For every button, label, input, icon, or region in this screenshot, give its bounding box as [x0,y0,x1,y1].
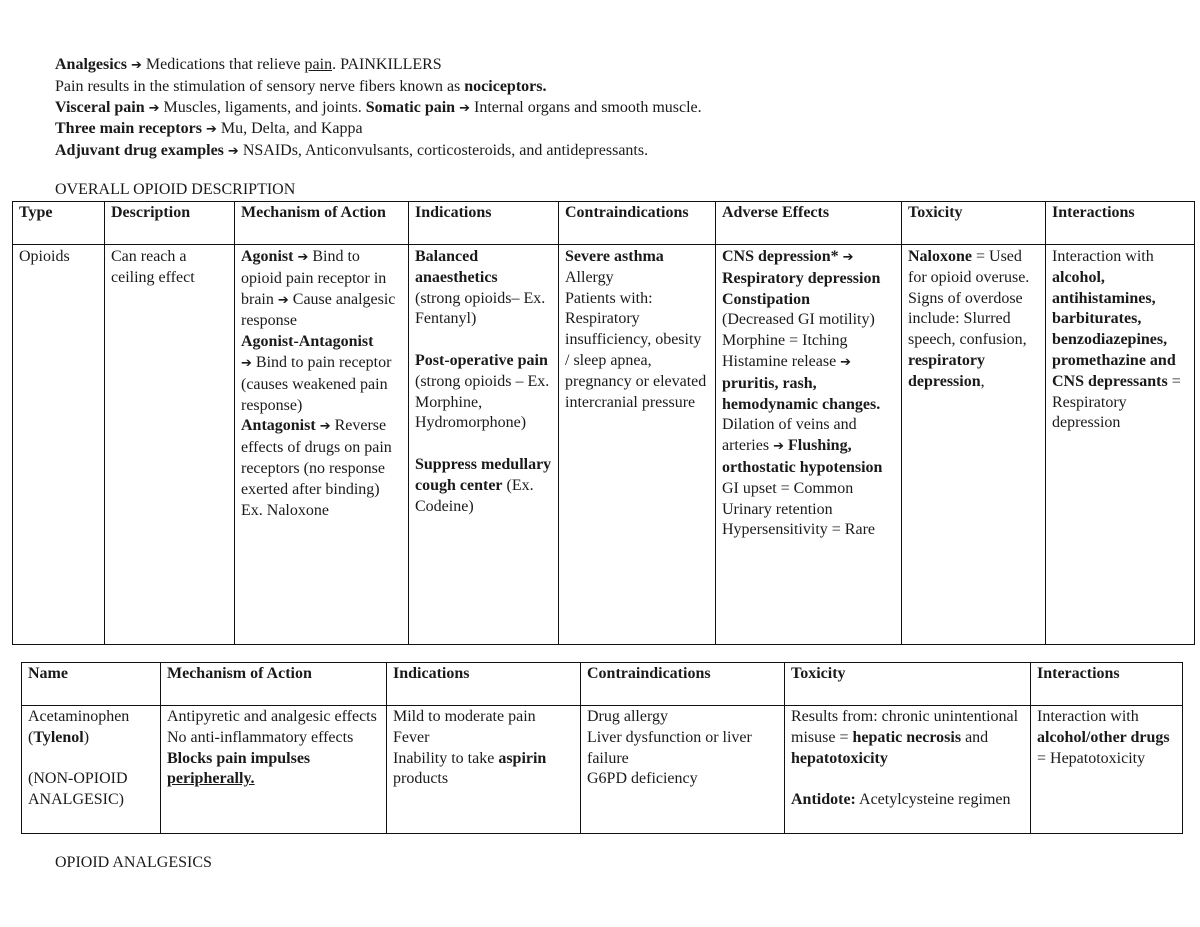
header-cell: Toxicity [902,202,1046,245]
cell-indications: Mild to moderate pain Fever Inability to take aspirin products [387,706,581,834]
arrow-icon: ➔ [842,250,854,265]
cell-adverse-effects: CNS depression* ➔ Respiratory depression Constipation (Decreased GI motility) Morphine = Itching Histamine release ➔ pruritis, rash, hemodynamic changes. Dilation of veins and arteries ➔ Flushing, orthostatic hypotension GI upset = Common Urinary retention Hypersensitivity = Rare [716,245,902,645]
table-header-row [22,663,1183,706]
header-cell: Contraindications [581,663,785,706]
acetaminophen-table [21,662,1183,834]
cell-toxicity: Results from: chronic unintentional misuse = hepatic necrosis and hepatotoxicity Antidote: Acetylcysteine regimen [785,706,1031,834]
intro-notes [55,55,1155,163]
intro-line-adjuvant: Adjuvant drug examples ➔ NSAIDs, Anticonvulsants, corticosteroids, and antidepressants. [55,142,649,160]
arrow-icon: ➔ [773,439,784,455]
header-cell: Adverse Effects [716,202,902,245]
header-cell: Description [105,202,235,245]
intro-line-analgesics: Analgesics ➔ Medications that relieve pain. PAINKILLERS [55,56,442,73]
cell-mechanism: Antipyretic and analgesic effects No anti-inflammatory effects Blocks pain impulses peripherally. [161,706,387,834]
header-cell: Type [13,202,105,245]
arrow-icon: ➔ [131,58,142,73]
cell-name: Acetaminophen (Tylenol) (NON-OPIOID ANALGESIC) [22,706,161,834]
header-cell: Indications [409,202,559,245]
arrow-icon: ➔ [205,122,217,138]
header-cell: Toxicity [785,663,1031,706]
header-cell: Name [22,663,161,706]
section-title-opioid-analgesics: OPIOID ANALGESICS [55,854,212,871]
arrow-icon: ➔ [227,144,239,160]
cell-interactions: Interaction with alcohol, antihistamines, barbiturates, benzodiazepines, promethazine and CNS depressants = Respiratory depression [1046,245,1195,645]
intro-line-nociceptors: Pain results in the stimulation of sensory nerve fibers known as nociceptors. [55,77,547,95]
table-row [13,245,1195,645]
cell-type: Opioids [13,245,105,645]
arrow-icon: ➔ [241,355,252,371]
header-cell: Mechanism of Action [235,202,409,245]
cell-contraindications: Severe asthma Allergy Patients with: Respiratory insufficiency, obesity / sleep apnea, pregnancy or elevated intercranial pressure [559,245,716,645]
arrow-icon: ➔ [148,100,160,116]
header-cell: Interactions [1046,202,1195,245]
header-cell: Mechanism of Action [161,663,387,706]
cell-indications: Balanced anaesthetics (strong opioids– Ex. Fentanyl) Post-operative pain (strong opioids – Ex. Morphine, Hydromorphone) Suppress medullary cough center (Ex. Codeine) [409,245,559,645]
opioid-description-table [12,201,1195,645]
arrow-icon: ➔ [277,292,289,308]
cell-toxicity: Naloxone = Used for opioid overuse. Signs of overdose include: Slurred speech, confusion, respiratory depression, [902,245,1046,645]
arrow-icon: ➔ [840,354,852,370]
table-row [22,706,1183,834]
cell-interactions: Interaction with alcohol/other drugs = Hepatotoxicity [1031,706,1183,834]
arrow-icon: ➔ [459,100,470,116]
intro-line-pain-types: Visceral pain ➔ Muscles, ligaments, and joints. Somatic pain ➔ Internal organs and smooth muscle. [55,98,702,116]
cell-mechanism: Agonist ➔ Bind to opioid pain receptor in brain ➔ Cause analgesic response Agonist-Antagonist ➔ Bind to pain receptor (causes weakened pain response) Antagonist ➔ Reverse effects of drugs on pain receptors (no response exerted after binding) Ex. Naloxone [235,245,409,645]
cell-description: Can reach a ceiling effect [105,245,235,645]
cell-contraindications: Drug allergy Liver dysfunction or liver failure G6PD deficiency [581,706,785,834]
header-cell: Indications [387,663,581,706]
arrow-icon: ➔ [297,250,309,265]
arrow-icon: ➔ [319,419,331,435]
header-cell: Contraindications [559,202,716,245]
table-header-row [13,202,1195,245]
intro-line-receptors: Three main receptors ➔ Mu, Delta, and Kappa [55,120,363,138]
section-title-opioid-description: OVERALL OPIOID DESCRIPTION [55,181,296,198]
header-cell: Interactions [1031,663,1183,706]
